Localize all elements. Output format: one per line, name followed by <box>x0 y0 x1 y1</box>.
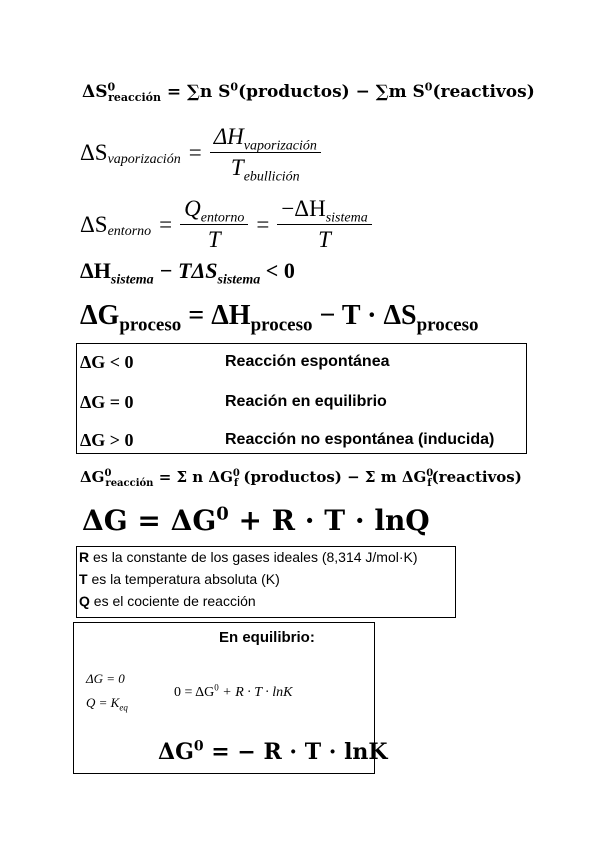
fraction-heat-entorno: $\frac{Q_{entorno}}{T}$ <box>180 196 248 253</box>
equilibrium-final-eq: $\Delta G^0$ = − R · T · lnK <box>158 738 388 765</box>
table-row: ΔG = 0 <box>80 392 134 412</box>
table-row: ΔG < 0 <box>80 352 134 372</box>
eq-entropy-vaporization: ΔS vaporización = $\frac{\Delta H_{vaporización}}{T_{ebullición}}$ <box>80 124 321 181</box>
equilibrium-line-dg: ΔG = 0 <box>86 671 125 686</box>
fraction: $\frac{\Delta H_{vaporización}}{T_{ebullición}}$ <box>210 124 321 181</box>
equilibrium-box <box>73 622 388 774</box>
fraction-enthalpy-sistema: $\frac{-\Delta H_{sistema}}{T}$ <box>277 196 371 253</box>
table-row-meaning: Reación en equilibrio <box>225 393 387 410</box>
legend-item-t: T es la temperatura absoluta (K) <box>79 571 280 587</box>
spontaneity-table <box>76 343 527 454</box>
table-row-meaning: Reacción no espontánea (inducida) <box>225 431 495 448</box>
eq-entropy-surroundings: ΔS entorno = $\frac{Q_{entorno}}{T}$ = $\frac{-\Delta H_{sistema}}{T}$ <box>80 196 372 253</box>
eq-gibbs-nonstandard: $\Delta G = \Delta G^0 + R \cdot T \cdot \ln Q$ <box>82 503 430 537</box>
equilibrium-middle-eq: $0 = \Delta G^0 + R \cdot T \cdot \ln K$ <box>174 682 293 700</box>
table-row: ΔG > 0 <box>80 430 134 450</box>
equilibrium-title: En equilibrio: <box>219 629 315 646</box>
legend-item-q: Q es el cociente de reacción <box>79 593 256 609</box>
eq-entropy-reaction: $\Delta S^0_{reacción} = \sum n$ $S^0(productos) - \sum m$ $S^0(reactivos)$ <box>82 80 535 105</box>
eq-gibbs-process: $\Delta G_{proceso} = \Delta H_{proceso} - T \cdot \Delta S_{proceso}$ <box>80 300 479 336</box>
eq-gibbs-formation: $\Delta G^0_{reacción} = \Sigma$ n $\Delta G^0_f$ (productos) − Σ m $\Delta G^0_f(reactivos)$ <box>80 468 522 489</box>
equilibrium-line-q: $Q = K_{eq}$ <box>86 695 128 713</box>
legend-box <box>76 546 456 618</box>
legend-item-r: R es la constante de los gases ideales (8,314 J/mol·K) <box>79 549 418 565</box>
eq-gibbs-criterion: $\Delta H_{sistema} - T\Delta S_{sistema} < 0$ <box>80 258 295 288</box>
table-row-meaning: Reacción espontánea <box>225 353 390 370</box>
